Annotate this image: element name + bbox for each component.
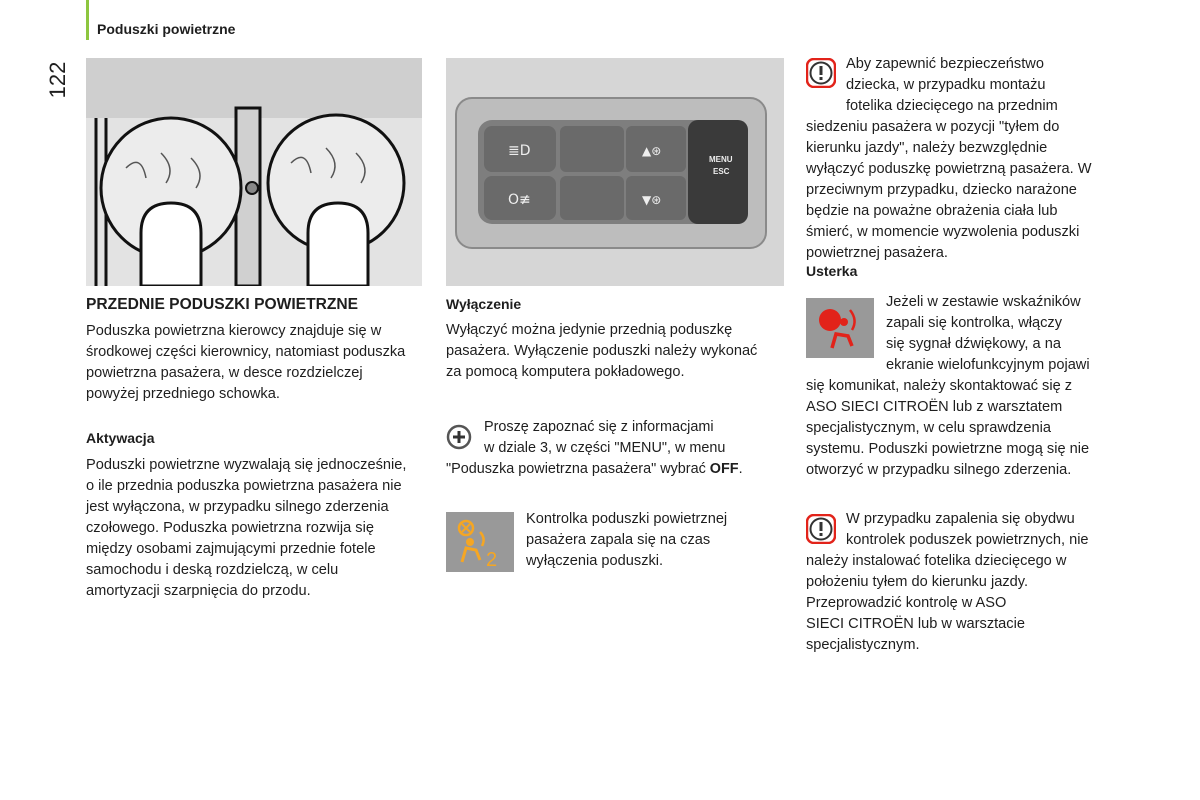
fault-line-1: Jeżeli w zestawie wskaźników (886, 294, 1081, 310)
warning2-line-5: Przeprowadzić kontrolę w ASO (806, 595, 1007, 611)
warning1-line-6: wyłączyć poduszkę powietrzną pasażera. W (806, 161, 1092, 177)
front-airbags-intro: Poduszka powietrzna kierowcy znajduje się w środkowej części kierownicy, natomiast poduszka powietrzna pasażera, w desce rozdzielczej powyżej przedniego schowka. (86, 323, 406, 402)
fault-line-2: zapali się kontrolka, włączy (886, 315, 1063, 331)
warning1-line-10: powietrznej pasażera. (806, 245, 948, 261)
warning2-line-7: specjalistycznym. (806, 637, 920, 653)
svg-text:▲⊛: ▲⊛ (642, 144, 662, 158)
menu-label: MENU (709, 155, 733, 164)
header-accent-bar (86, 0, 89, 40)
warning-exclamation-icon-2 (806, 514, 836, 544)
warning2-line-4: położeniu tyłem do kierunku jazdy. (806, 574, 1028, 590)
warning1-line-9: śmierć, w momencie wyzwolenia poduszki (806, 224, 1080, 240)
fault-line-5: się komunikat, należy skontaktować się z (806, 378, 1073, 394)
svg-text:≣D: ≣D (508, 143, 531, 159)
svg-text:▼⊛: ▼⊛ (642, 193, 662, 207)
warning1-line-7: przeciwnym przypadku, dziecko narażone (806, 182, 1077, 198)
fault-line-3: się sygnał dźwiękowy, a na (886, 336, 1061, 352)
fault-line-8: systemu. Poduszki powietrzne mogą się nie (806, 441, 1090, 457)
info-plus-icon (446, 424, 472, 450)
fault-line-4: ekranie wielofunkcyjnym pojawi (886, 357, 1090, 373)
esc-label: ESC (713, 167, 730, 176)
passenger-airbag-off-icon (446, 512, 514, 572)
warning2-line-2: kontrolek poduszek powietrznych, nie (846, 532, 1089, 548)
warning-exclamation-icon (806, 58, 836, 88)
info-note-line-2: w dziale 3, w części "MENU", w menu (484, 440, 726, 456)
disable-text: Wyłączyć można jedynie przednią poduszkę pasażera. Wyłączenie poduszki należy wykonać za pomocą komputera pokładowego. (446, 322, 758, 380)
warning2-line-6: SIECI CITROËN lub w warsztacie (806, 616, 1025, 632)
dashboard-controls-photo (446, 58, 784, 286)
warning1-line-8: będzie na poważne obrażenia ciała lub (806, 203, 1058, 219)
info-note-line-3: "Poduszka powietrzna pasażera" wybrać OFF. (446, 461, 743, 477)
warning2-line-3: należy instalować fotelika dziecięcego w (806, 553, 1067, 569)
warning1-line-5: kierunku jazdy", należy bezwzględnie (806, 140, 1048, 156)
indicator-text-line-3: wyłączenia poduszki. (526, 553, 664, 569)
warning2-line-1: W przypadku zapalenia się obydwu (846, 511, 1075, 527)
airbags-illustration (86, 58, 422, 286)
activation-text: Poduszki powietrzne wyzwalają się jednocześnie, o ile przednia poduszka powietrzna pasażera nie jest wyłączona, w przypadku silnego zderzenia czołowego. Poduszka powietrzna rozwija się między osobami zajmującymi przednie fotele samochodu i deską rozdzielczą, w celu amortyzacji szarpnięcia do przodu. (86, 457, 407, 599)
section-title: Poduszki powietrzne (97, 21, 236, 37)
warning1-line-2: dziecka, w przypadku montażu (846, 77, 1046, 93)
indicator-text-line-2: pasażera zapala się na czas (526, 532, 711, 548)
fault-line-6: ASO SIECI CITROËN lub z warsztatem (806, 399, 1063, 415)
page-number: 122 (45, 61, 70, 99)
svg-text:O≢: O≢ (508, 192, 531, 208)
front-airbags-heading: PRZEDNIE PODUSZKI POWIETRZNE (86, 296, 359, 313)
fault-line-9: otworzyć w przypadku silnego zderzenia. (806, 462, 1072, 478)
disable-heading: Wyłączenie (446, 296, 522, 312)
fault-heading: Usterka (806, 263, 858, 279)
info-note-line-1: Proszę zapoznać się z informacjami (484, 419, 714, 435)
indicator-text-line-1: Kontrolka poduszki powietrznej (526, 511, 728, 527)
activation-heading: Aktywacja (86, 430, 155, 446)
svg-text:2: 2 (486, 549, 498, 571)
warning1-line-1: Aby zapewnić bezpieczeństwo (846, 56, 1044, 72)
fault-line-7: specjalistycznym, w celu sprawdzenia (806, 420, 1051, 436)
warning1-line-3: fotelika dziecięcego na przednim (846, 98, 1058, 114)
warning1-line-4: siedzeniu pasażera w pozycji "tyłem do (806, 119, 1060, 135)
airbag-fault-icon (806, 298, 874, 358)
